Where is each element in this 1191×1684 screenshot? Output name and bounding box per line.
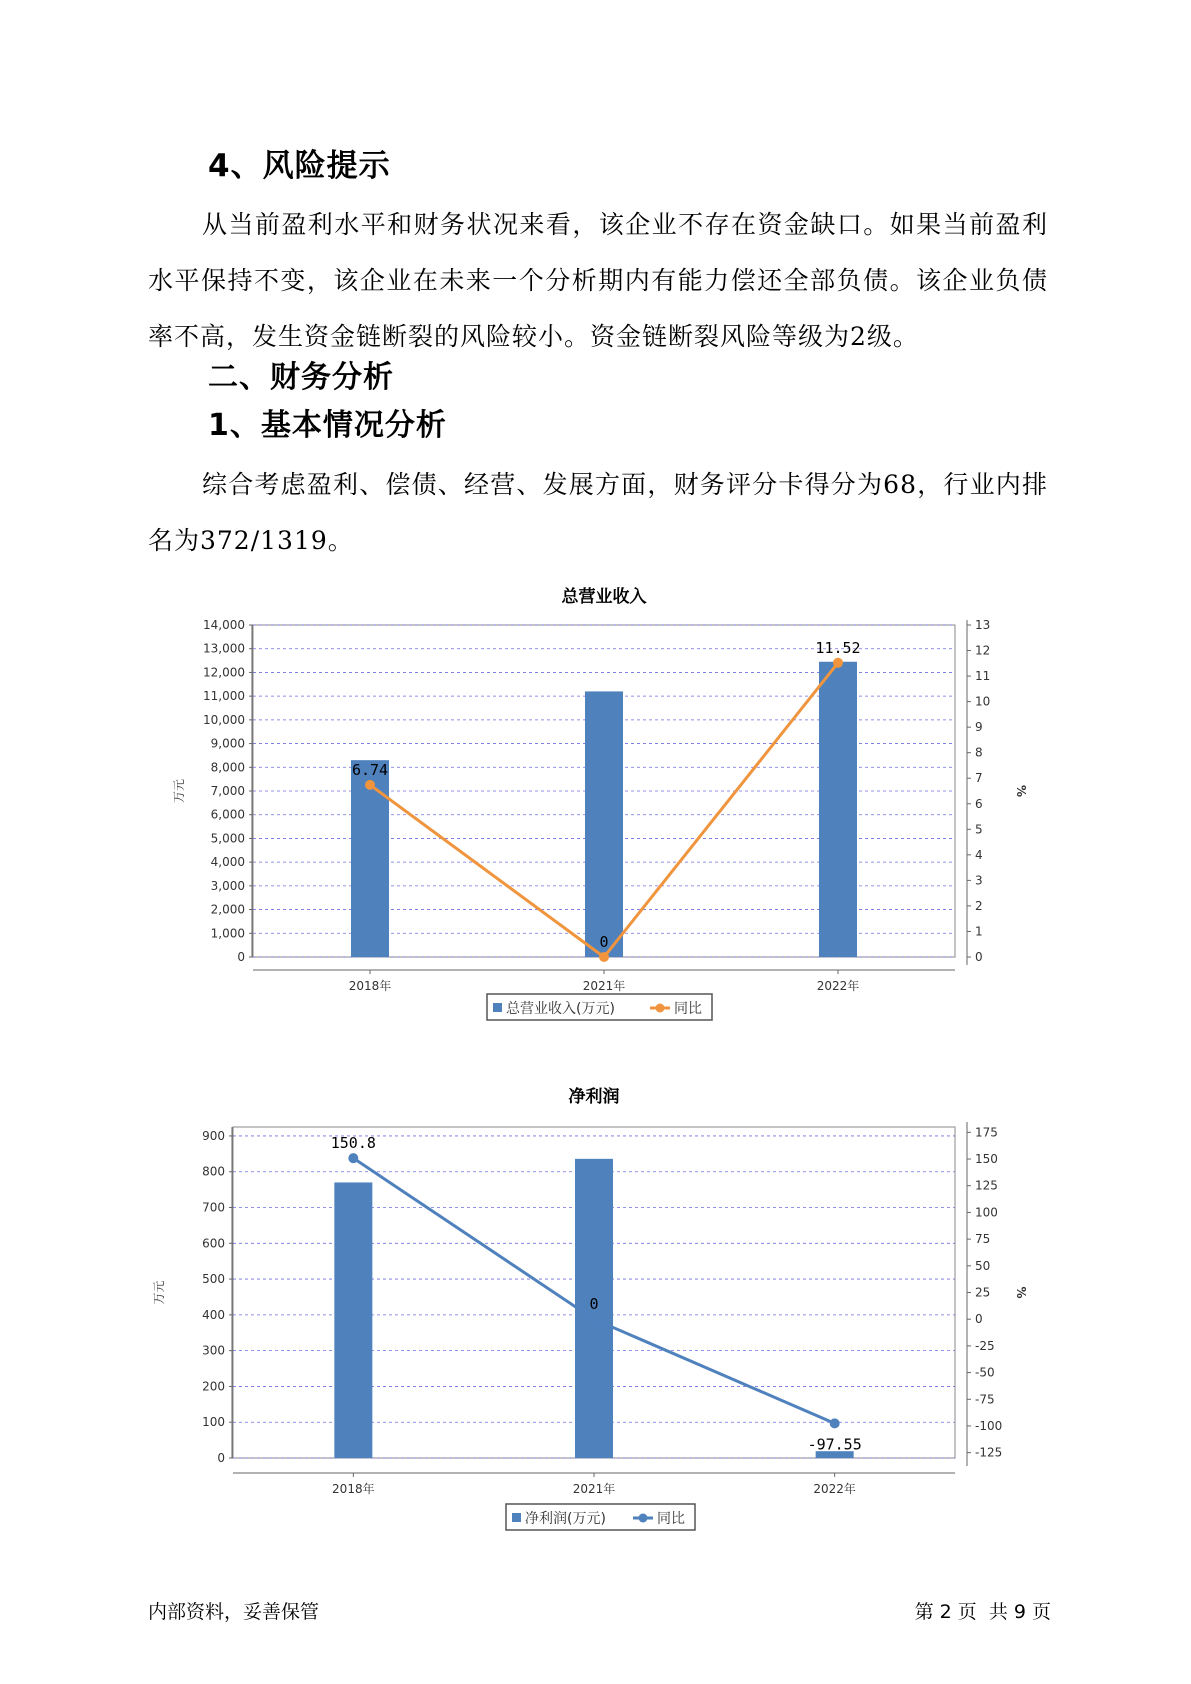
y2-tick-label: 50 — [975, 1258, 991, 1273]
data-label: 150.8 — [330, 1134, 376, 1153]
chart-title: 总营业收入 — [561, 587, 647, 607]
basic-analysis-paragraph: 综合考虑盈利、偿债、经营、发展方面，财务评分卡得分为68，行业内排名为372/1319。 — [148, 470, 1048, 555]
net-profit-chart-svg — [0, 1080, 1191, 1550]
risk-heading: 4、风险提示 — [208, 148, 391, 184]
line-point — [589, 1314, 599, 1324]
y-tick-label: 13,000 — [203, 641, 245, 656]
y-tick-label: 2,000 — [210, 902, 245, 917]
legend-line-marker — [656, 1004, 665, 1013]
bar — [819, 662, 857, 957]
y2-tick-label: 5 — [975, 822, 983, 837]
data-label: -97.55 — [807, 1435, 862, 1454]
y2-tick-label: 150 — [975, 1152, 998, 1167]
y-axis-title: 万元 — [172, 778, 186, 804]
data-label: 6.74 — [351, 760, 389, 779]
x-tick-label: 2018年 — [332, 1482, 375, 1496]
y2-tick-label: 175 — [975, 1125, 998, 1140]
y2-tick-label: -25 — [975, 1338, 995, 1353]
risk-paragraph: 从当前盈利水平和财务状况来看，该企业不存在资金缺口。如果当前盈利水平保持不变，该企业在未来一个分析期内有能力偿还全部负债。该企业负债率不高，发生资金链断裂的风险较小。资金链断裂风险等级为2级。 — [148, 210, 1048, 351]
y-tick-label: 14,000 — [203, 618, 245, 632]
y2-tick-label: -100 — [975, 1418, 1003, 1433]
y-tick-label: 5,000 — [210, 831, 245, 846]
revenue-chart — [0, 580, 1191, 1050]
y-tick-label: 800 — [202, 1164, 225, 1179]
legend-line-marker — [639, 1514, 648, 1523]
chart-title: 净利润 — [568, 1087, 620, 1107]
y-tick-label: 6,000 — [210, 807, 245, 822]
x-tick-label: 2022年 — [813, 1482, 856, 1496]
y-tick-label: 100 — [202, 1415, 225, 1430]
y2-tick-label: 7 — [975, 771, 983, 786]
finance-heading: 二、财务分析 — [208, 360, 394, 395]
basic-analysis-heading: 1、基本情况分析 — [208, 408, 447, 443]
y2-tick-label: 13 — [975, 618, 991, 632]
x-tick-label: 2021年 — [582, 979, 626, 993]
x-tick-label: 2021年 — [572, 1482, 616, 1496]
y2-tick-label: 4 — [975, 847, 983, 862]
y-tick-label: 300 — [202, 1343, 225, 1358]
footer-page-number: 第 2 页 共 9 页 — [914, 1601, 1051, 1623]
legend-bar-label: 净利润(万元) — [525, 1511, 606, 1527]
y-tick-label: 0 — [217, 1451, 225, 1465]
net-profit-chart — [0, 1080, 1191, 1550]
y2-tick-label: -50 — [975, 1365, 995, 1380]
y-tick-label: 500 — [202, 1272, 225, 1287]
y2-tick-label: 12 — [975, 643, 991, 658]
line-point — [348, 1153, 358, 1163]
y-tick-label: 8,000 — [210, 760, 245, 775]
legend-bar-swatch — [493, 1003, 502, 1012]
data-label: 0 — [589, 1295, 599, 1314]
footer-confidential-note: 内部资料，妥善保管 — [148, 1601, 320, 1623]
y2-tick-label: 11 — [975, 669, 991, 684]
revenue-chart-svg — [0, 580, 1191, 1050]
y-tick-label: 9,000 — [210, 736, 245, 751]
y2-tick-label: -75 — [975, 1392, 995, 1407]
data-label: 0 — [599, 933, 609, 951]
y-tick-label: 10,000 — [203, 712, 245, 727]
y-tick-label: 1,000 — [210, 926, 245, 941]
y2-tick-label: 125 — [975, 1178, 998, 1193]
y2-tick-label: 100 — [975, 1205, 998, 1220]
y2-tick-label: 0 — [975, 1312, 983, 1327]
y-tick-label: 200 — [202, 1379, 225, 1394]
y-tick-label: 400 — [202, 1307, 225, 1322]
y2-tick-label: 9 — [975, 720, 983, 735]
y2-axis-title: % — [1014, 784, 1028, 798]
x-tick-label: 2018年 — [348, 979, 392, 993]
bar — [585, 691, 623, 957]
y2-tick-label: 25 — [975, 1285, 991, 1300]
bar — [334, 1182, 372, 1458]
line-point — [833, 658, 843, 668]
y2-tick-label: 8 — [975, 745, 983, 760]
y-tick-label: 3,000 — [210, 878, 245, 893]
y2-tick-label: 10 — [975, 694, 991, 709]
y2-tick-label: 2 — [975, 898, 983, 913]
y-axis-title: 万元 — [152, 1280, 166, 1305]
y-tick-label: 700 — [202, 1200, 225, 1215]
y2-tick-label: 6 — [975, 796, 983, 811]
legend-line-label: 同比 — [674, 1001, 702, 1017]
legend-bar-label: 总营业收入(万元) — [506, 1001, 615, 1017]
y2-tick-label: 1 — [975, 924, 983, 939]
line-point — [599, 952, 609, 962]
y-tick-label: 600 — [202, 1236, 225, 1251]
y2-tick-label: 75 — [975, 1232, 991, 1247]
y-tick-label: 7,000 — [210, 784, 245, 798]
y-tick-label: 4,000 — [210, 855, 245, 870]
y2-tick-label: 3 — [975, 873, 983, 888]
y-tick-label: 11,000 — [203, 689, 245, 704]
y2-tick-label: -125 — [975, 1445, 1003, 1460]
line-point — [365, 780, 375, 790]
y-tick-label: 0 — [237, 950, 245, 964]
y2-axis-title: % — [1014, 1286, 1028, 1299]
data-label: 11.52 — [815, 638, 861, 657]
y-tick-label: 12,000 — [203, 665, 245, 680]
legend-bar-swatch — [512, 1513, 521, 1522]
y2-tick-label: 0 — [975, 950, 983, 964]
y-tick-label: 900 — [202, 1128, 225, 1143]
x-tick-label: 2022年 — [816, 979, 860, 993]
line-point — [830, 1418, 840, 1428]
legend-line-label: 同比 — [657, 1511, 685, 1527]
